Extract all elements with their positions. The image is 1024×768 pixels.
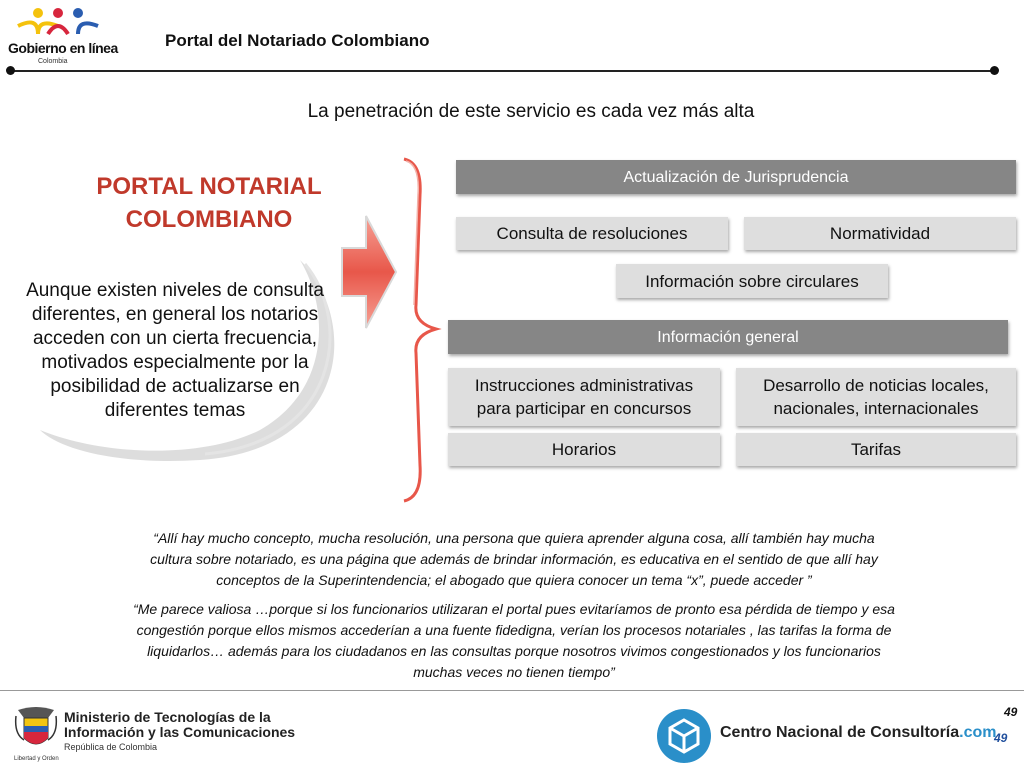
ministry-line1: Ministerio de Tecnologías de la xyxy=(64,709,271,725)
page-number-bottom: 49 xyxy=(994,731,1008,745)
box-instrucciones-line2: para participar en concursos xyxy=(476,399,692,418)
consulting-center-name-main: Centro Nacional de Consultoría xyxy=(720,724,960,741)
portal-heading-line1: PORTAL NOTARIAL xyxy=(96,173,322,200)
box-instrucciones-line1: Instrucciones administrativas xyxy=(474,376,694,395)
divider-dot-left xyxy=(6,66,15,75)
header-divider xyxy=(10,70,994,72)
box-consulta-resoluciones: Consulta de resoluciones xyxy=(456,217,728,250)
quote-2-line4: muchas veces no tienen tiempo” xyxy=(413,664,615,680)
box-instrucciones xyxy=(448,368,720,426)
quote-2-line3: liquidarlos… además para los ciudadanos en las consultas porque nosotros vivimos congestionados y los funcionarios xyxy=(147,643,881,659)
box-tarifas: Tarifas xyxy=(736,433,1016,466)
coat-of-arms-icon xyxy=(14,704,58,756)
seal-caption: Libertad y Orden xyxy=(14,756,59,762)
cnc-logo-icon xyxy=(656,708,712,764)
box-jurisprudencia: Actualización de Jurisprudencia xyxy=(456,160,1016,194)
ministry-subtitle: República de Colombia xyxy=(64,742,158,752)
page-title: Portal del Notariado Colombiano xyxy=(165,31,430,50)
quote-1-line2: cultura sobre notariado, es una página que además de brindar información, es educativa en el sentido de que allí hay xyxy=(150,551,878,567)
gobierno-en-linea-logo xyxy=(8,4,118,68)
curly-brace-icon xyxy=(386,155,442,505)
box-horarios: Horarios xyxy=(448,433,720,466)
quote-2-line1: “Me parece valiosa …porque si los funcionarios utilizaran el portal pues evitaríamos de pronto esa pérdida de tiempo y esa xyxy=(133,601,895,617)
divider-dot-right xyxy=(990,66,999,75)
box-noticias xyxy=(736,368,1016,426)
box-informacion-general: Información general xyxy=(448,320,1008,354)
consulting-center-name xyxy=(720,724,996,742)
quote-1 xyxy=(80,528,948,591)
logo-subtext: Colombia xyxy=(38,58,68,65)
quote-1-line1: “Allí hay mucho concepto, mucha resolución, una persona que quiera aprender alguna cosa, allí también hay mucha xyxy=(153,530,875,546)
quote-2-line2: congestión porque ellos mismos accederían a una fuente fidedigna, verían los procesos notariales , las tarifas la forma de xyxy=(136,622,892,638)
box-noticias-line2: nacionales, internacionales xyxy=(773,399,979,418)
box-noticias-line1: Desarrollo de noticias locales, xyxy=(763,376,989,395)
slide-subtitle: La penetración de este servicio es cada vez más alta xyxy=(307,101,755,122)
box-circulares: Información sobre circulares xyxy=(616,264,888,298)
portal-heading xyxy=(80,170,338,236)
quote-2 xyxy=(80,599,948,683)
page-number-top: 49 xyxy=(1004,705,1018,719)
logo-text: Gobierno en línea xyxy=(8,40,118,56)
portal-description: Aunque existen niveles de consulta diferentes, en general los notarios acceden con un cierta frecuencia, motivados especialmente por la posibilidad de actualizarse en diferentes temas xyxy=(26,280,324,421)
portal-heading-line2: COLOMBIANO xyxy=(125,206,293,233)
quote-1-line3: conceptos de la Superintendencia; el abogado que quiera conocer un tema “x”, puede acceder ” xyxy=(216,572,812,588)
ministry-line2: Información y las Comunicaciones xyxy=(64,724,296,740)
footer-divider xyxy=(0,690,1024,691)
consulting-center-suffix: .com xyxy=(959,724,997,741)
box-normatividad: Normatividad xyxy=(744,217,1016,250)
ministry-name xyxy=(64,710,295,740)
